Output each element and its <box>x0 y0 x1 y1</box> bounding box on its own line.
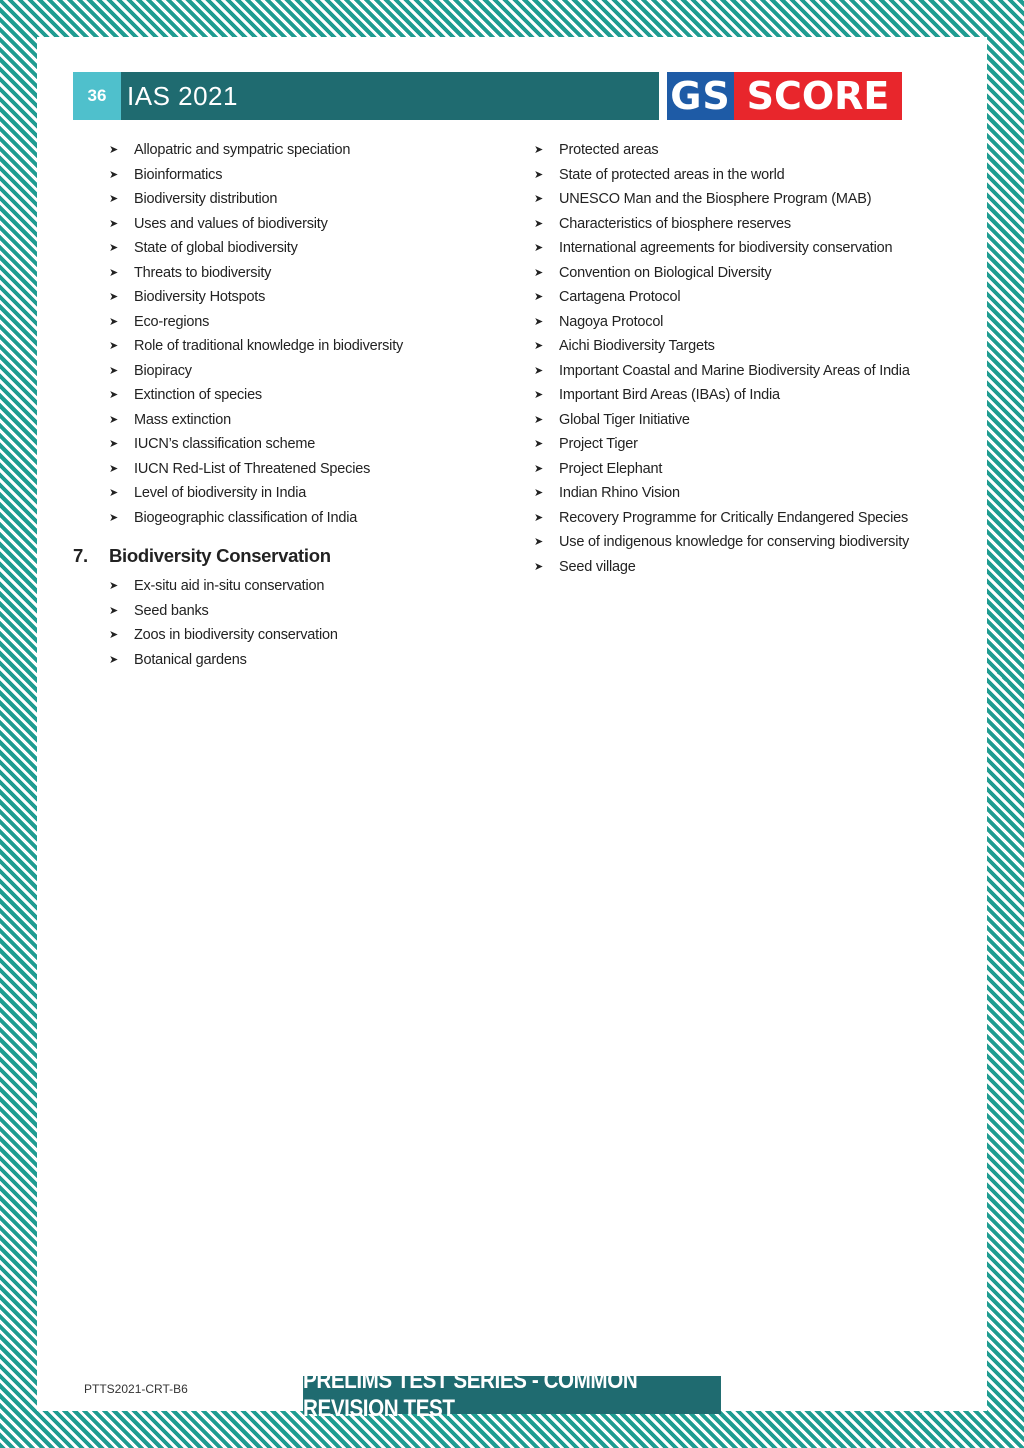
bullet-arrow-icon: ➤ <box>109 438 119 450</box>
header-bar <box>73 72 659 120</box>
list-item <box>534 509 934 529</box>
list-item-text: Bioinformatics <box>134 166 223 183</box>
bullet-arrow-icon: ➤ <box>534 364 544 377</box>
list-item <box>109 215 509 235</box>
list-item <box>534 386 934 406</box>
list-item <box>534 411 934 431</box>
bullet-arrow-icon: ➤ <box>109 315 119 328</box>
list-item <box>534 190 934 210</box>
bullet-arrow-icon: ➤ <box>109 340 119 352</box>
list-item-text: Indian Rhino Vision <box>559 485 680 501</box>
bullet-arrow-icon: ➤ <box>534 266 544 279</box>
list-item <box>109 411 509 431</box>
list-item-text: Threats to biodiversity <box>134 264 272 281</box>
bullet-arrow-icon: ➤ <box>109 291 119 303</box>
page-number: 36 <box>73 72 121 120</box>
bullet-arrow-icon: ➤ <box>109 580 119 592</box>
bullet-arrow-icon: ➤ <box>534 487 544 499</box>
list-item <box>109 577 509 597</box>
bullet-arrow-icon: ➤ <box>109 242 119 254</box>
list-item <box>534 460 934 480</box>
section-title: Biodiversity Conservation <box>109 545 331 566</box>
list-item-text: Global Tiger Initiative <box>559 411 690 428</box>
list-item <box>109 337 509 357</box>
list-item-text: Recovery Programme for Critically Endangered Species <box>559 509 909 526</box>
bullet-arrow-icon: ➤ <box>109 511 119 524</box>
list-item <box>109 166 509 186</box>
list-item-text: Zoos in biodiversity conservation <box>134 627 338 643</box>
section-heading <box>73 545 509 567</box>
list-item <box>109 460 509 480</box>
list-item <box>534 166 934 186</box>
list-item <box>534 239 934 259</box>
section-number: 7. <box>73 545 88 566</box>
list-item-text: Mass extinction <box>134 411 231 428</box>
list-item-text: Project Elephant <box>559 460 663 477</box>
bullet-arrow-icon: ➤ <box>534 413 544 426</box>
bullet-arrow-icon: ➤ <box>109 144 119 156</box>
list-item-text: Eco-regions <box>134 313 210 330</box>
list-item-text: Aichi Biodiversity Targets <box>559 338 715 354</box>
list-item-text: Biodiversity Hotspots <box>134 289 266 305</box>
list-item-text: Protected areas <box>559 142 659 158</box>
list-item <box>109 626 509 646</box>
list-item <box>534 558 934 578</box>
list-item-text: Project Tiger <box>559 436 638 452</box>
logo-score: SCORE <box>734 72 902 120</box>
list-item <box>109 651 509 671</box>
list-item <box>534 141 934 161</box>
bullet-arrow-icon: ➤ <box>534 340 544 352</box>
list-item-text: Seed village <box>559 558 636 575</box>
list-item-text: Level of biodiversity in India <box>134 485 307 501</box>
bullet-arrow-icon: ➤ <box>534 511 544 524</box>
bullet-arrow-icon: ➤ <box>109 266 119 279</box>
bullet-arrow-icon: ➤ <box>109 217 119 230</box>
right-column <box>534 141 934 582</box>
bullet-arrow-icon: ➤ <box>109 462 119 475</box>
bullet-arrow-icon: ➤ <box>109 193 119 205</box>
bullet-arrow-icon: ➤ <box>109 604 119 617</box>
list-item-text: IUCN’s classification scheme <box>134 436 316 452</box>
list-item <box>534 215 934 235</box>
list-item-text: Biodiversity distribution <box>134 191 278 207</box>
list-item <box>109 509 509 529</box>
list-item-text: Ex-situ aid in-situ conservation <box>134 578 325 594</box>
bullet-arrow-icon: ➤ <box>534 144 544 156</box>
list-item <box>534 362 934 382</box>
list-item-text: Characteristics of biosphere reserves <box>559 215 791 232</box>
list-item <box>534 288 934 308</box>
list-item-text: State of global biodiversity <box>134 240 298 256</box>
header-title: IAS 2021 <box>127 81 238 111</box>
list-item <box>109 141 509 161</box>
list-item <box>109 484 509 504</box>
bullet-arrow-icon: ➤ <box>534 168 544 181</box>
list-item <box>534 533 934 553</box>
list-item <box>534 435 934 455</box>
bullet-arrow-icon: ➤ <box>534 193 544 205</box>
list-item <box>534 313 934 333</box>
list-item-text: Biogeographic classification of India <box>134 509 358 526</box>
list-item <box>109 435 509 455</box>
footer-banner: PRELIMS TEST SERIES - COMMON REVISION TEST <box>303 1376 721 1414</box>
bullet-arrow-icon: ➤ <box>534 217 544 230</box>
list-item-text: International agreements for biodiversity conservation <box>559 240 893 256</box>
list-item <box>109 602 509 622</box>
list-item-text: Allopatric and sympatric speciation <box>134 142 351 158</box>
left-column <box>73 141 509 675</box>
bullet-arrow-icon: ➤ <box>109 629 119 641</box>
list-item-text: Important Coastal and Marine Biodiversity Areas of India <box>559 362 910 379</box>
list-item-text: State of protected areas in the world <box>559 166 785 183</box>
bullet-arrow-icon: ➤ <box>109 168 119 181</box>
list-item <box>534 337 934 357</box>
list-item-text: Important Bird Areas (IBAs) of India <box>559 387 780 403</box>
list-item-text: Uses and values of biodiversity <box>134 215 328 232</box>
list-item-text: Extinction of species <box>134 387 262 403</box>
list-item-text: Seed banks <box>134 602 209 619</box>
list-item <box>109 362 509 382</box>
list-item-text: IUCN Red-List of Threatened Species <box>134 460 371 477</box>
list-item-text: Use of indigenous knowledge for conserving biodiversity <box>559 534 910 550</box>
gs-score-logo <box>667 72 902 120</box>
list-item <box>109 264 509 284</box>
list-item-text: Convention on Biological Diversity <box>559 264 772 281</box>
bullet-arrow-icon: ➤ <box>109 487 119 499</box>
list-item-text: Cartagena Protocol <box>559 289 681 305</box>
bullet-arrow-icon: ➤ <box>534 462 544 475</box>
document-page <box>37 37 987 1422</box>
list-item-text: Role of traditional knowledge in biodiversity <box>134 338 404 354</box>
bullet-arrow-icon: ➤ <box>109 364 119 377</box>
topic-list-right <box>534 141 934 577</box>
bullet-arrow-icon: ➤ <box>534 389 544 401</box>
bullet-arrow-icon: ➤ <box>534 560 544 573</box>
bullet-arrow-icon: ➤ <box>109 389 119 401</box>
list-item-text: Botanical gardens <box>134 651 247 668</box>
logo-gs: GS <box>667 72 734 120</box>
list-item-text: Nagoya Protocol <box>559 313 664 330</box>
bullet-arrow-icon: ➤ <box>534 536 544 548</box>
list-item <box>534 484 934 504</box>
bullet-arrow-icon: ➤ <box>534 438 544 450</box>
list-item <box>109 313 509 333</box>
footer-code: PTTS2021-CRT-B6 <box>84 1382 188 1396</box>
list-item-text: UNESCO Man and the Biosphere Program (MAB) <box>559 191 872 207</box>
list-item <box>109 386 509 406</box>
list-item <box>109 288 509 308</box>
bullet-arrow-icon: ➤ <box>534 291 544 303</box>
bullet-arrow-icon: ➤ <box>534 242 544 254</box>
bullet-arrow-icon: ➤ <box>109 653 119 666</box>
list-item <box>109 239 509 259</box>
bullet-arrow-icon: ➤ <box>109 413 119 426</box>
topic-list-conservation <box>109 577 509 670</box>
list-item <box>109 190 509 210</box>
list-item <box>534 264 934 284</box>
topic-list-left <box>109 141 509 528</box>
list-item-text: Biopiracy <box>134 362 192 379</box>
bullet-arrow-icon: ➤ <box>534 315 544 328</box>
